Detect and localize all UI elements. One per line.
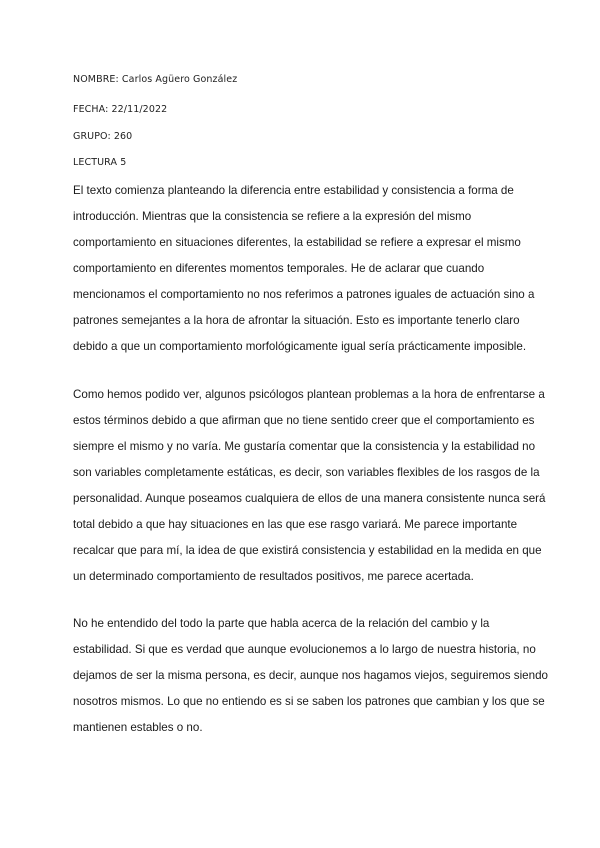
date-line: FECHA: 22/11/2022 — [73, 104, 168, 115]
text-line: introducción. Mientras que la consistencia se refiere a la expresión del mismo — [73, 210, 472, 223]
reading-title: LECTURA 5 — [73, 157, 127, 168]
text-line: son variables completamente estáticas, es decir, son variables flexibles de los rasgos de la — [73, 466, 540, 479]
text-line: total debido a que hay situaciones en las que ese rasgo variará. Me parece importante — [73, 518, 518, 531]
text-line: mencionamos el comportamiento no nos referimos a patrones iguales de actuación sino a — [73, 288, 535, 301]
text-line: nosotros mismos. Lo que no entiendo es si se saben los patrones que cambian y los que se — [73, 695, 545, 708]
paragraph-3 — [73, 611, 548, 741]
text-line: mantienen estables o no. — [73, 721, 203, 734]
text-line: estos términos debido a que afirman que no tiene sentido creer que el comportamiento es — [73, 414, 535, 427]
group-line: GRUPO: 260 — [73, 131, 133, 142]
paragraph-2 — [73, 382, 546, 590]
text-line: Como hemos podido ver, algunos psicólogos plantean problemas a la hora de enfrentarse a — [73, 388, 545, 401]
text-line: dejamos de ser la misma persona, es decir, aunque nos hagamos viejos, seguiremos siendo — [73, 669, 548, 682]
text-line: un determinado comportamiento de resultados positivos, me parece acertada. — [73, 570, 474, 583]
text-line: debido a que un comportamiento morfológicamente igual sería prácticamente imposible. — [73, 340, 527, 353]
text-line: estabilidad. Si que es verdad que aunque evolucionemos a lo largo de nuestra historia, no — [73, 643, 536, 656]
text-line: personalidad. Aunque poseamos cualquiera de ellos de una manera consistente nunca será — [73, 492, 546, 505]
text-line: comportamiento en diferentes momentos temporales. He de aclarar que cuando — [73, 262, 485, 275]
text-line: El texto comienza planteando la diferencia entre estabilidad y consistencia a forma de — [73, 184, 514, 197]
text-line: patrones semejantes a la hora de afrontar la situación. Esto es importante tenerlo claro — [73, 314, 520, 327]
text-line: siempre el mismo y no varía. Me gustaría comentar que la consistencia y la estabilidad no — [73, 440, 536, 453]
text-line: No he entendido del todo la parte que habla acerca de la relación del cambio y la — [73, 617, 490, 630]
student-name: NOMBRE: Carlos Agüero González — [73, 74, 238, 85]
paragraph-1 — [73, 178, 535, 360]
text-line: recalcar que para mí, la idea de que existirá consistencia y estabilidad en la medida en que — [73, 544, 542, 557]
text-line: comportamiento en situaciones diferentes, la estabilidad se refiere a expresar el mismo — [73, 236, 521, 249]
